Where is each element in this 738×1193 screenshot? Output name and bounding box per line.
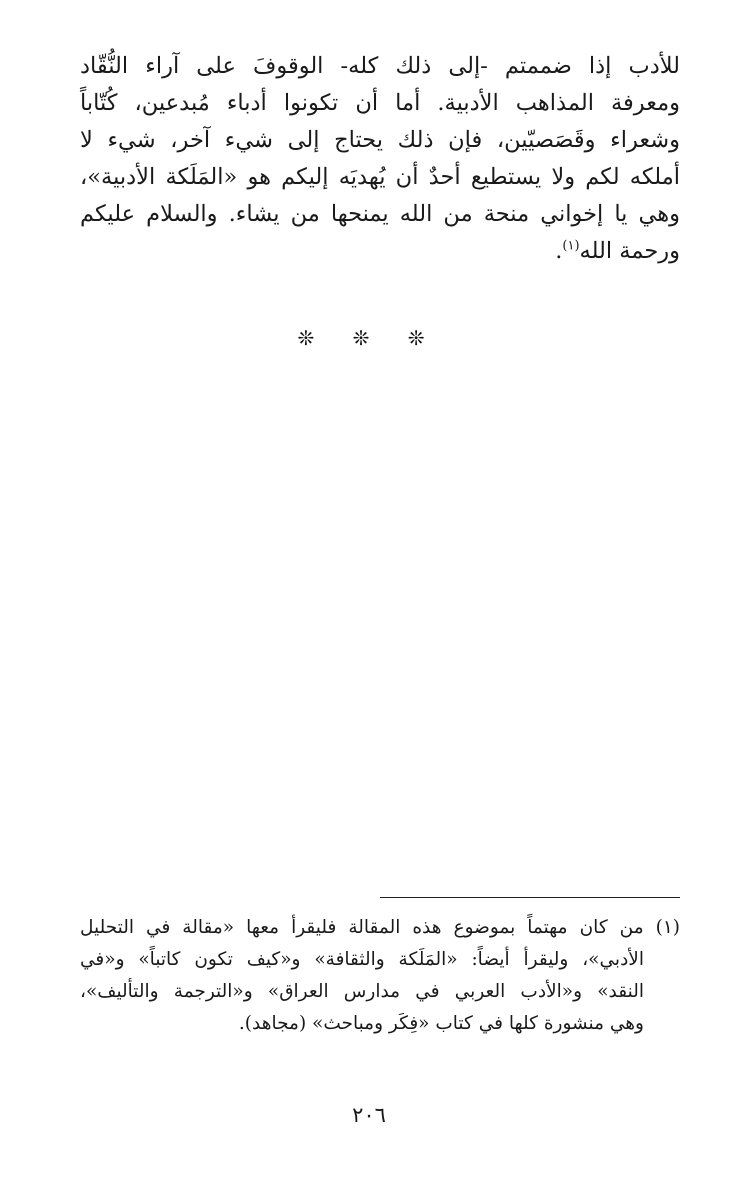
body-line-6 bbox=[80, 233, 680, 270]
body-line-4: أملكه لكم ولا يستطيع أحدٌ أن يُهديَه إليكم هو «المَلَكة الأدبية»، bbox=[80, 164, 680, 190]
section-separator: ❊ ❊ ❊ bbox=[297, 326, 441, 350]
body-line-5: وهي يا إخواني منحة من الله يمنحها من يشاء. والسلام عليكم bbox=[80, 201, 680, 227]
footnote-line-3: النقد» و«الأدب العربي في مدارس العراق» و«الترجمة والتأليف»، bbox=[80, 981, 644, 1002]
footnote-line-4: وهي منشورة كلها في كتاب «فِكَر ومباحث» (مجاهد). bbox=[238, 1013, 644, 1034]
footnote-line-2: الأدبي»، وليقرأ أيضاً: «المَلَكة والثقافة» و«كيف تكون كاتباً» و«في bbox=[80, 949, 644, 970]
footnote bbox=[80, 912, 680, 1040]
footnote-divider bbox=[380, 897, 680, 898]
page-number: ٢٠٦ bbox=[352, 1103, 386, 1127]
body-line-3: وشعراء وقَصَصيّين، فإن ذلك يحتاج إلى شيء آخر، شيء لا bbox=[80, 127, 680, 153]
footnote-reference[interactable]: (١) bbox=[562, 238, 580, 254]
footnote-line-1: (١) من كان مهتماً بموضوع هذه المقالة فليقرأ معها «مقالة في التحليل bbox=[80, 917, 680, 938]
body-line-1: للأدب إذا ضممتم -إلى ذلك كله- الوقوفَ على آراء النُّقّاد bbox=[80, 53, 680, 79]
body-line-6-text: ورحمة الله bbox=[579, 238, 680, 264]
body-line-6-end: . bbox=[555, 238, 563, 264]
body-paragraph bbox=[80, 48, 680, 270]
body-line-2: ومعرفة المذاهب الأدبية. أما أن تكونوا أدباء مُبدعين، كُتّاباً bbox=[80, 90, 680, 116]
